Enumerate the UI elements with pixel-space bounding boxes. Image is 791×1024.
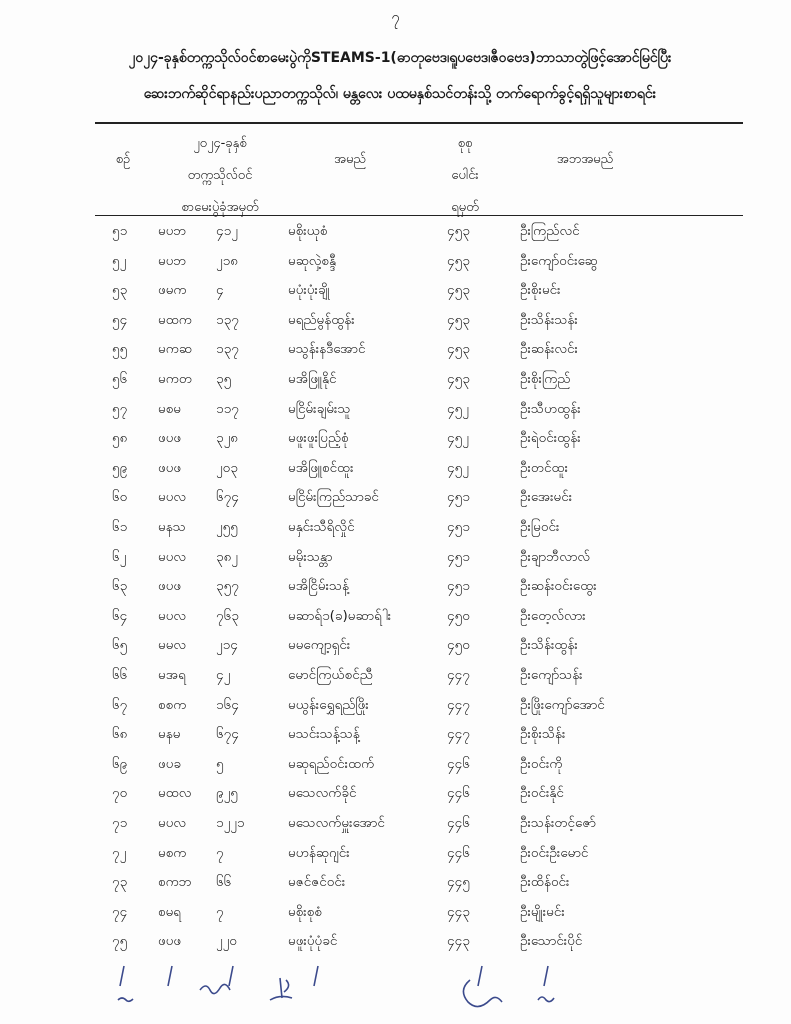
total-score: ၄၄၆	[447, 815, 470, 831]
student-name: မရည်မွန်ထွန်း	[288, 311, 355, 328]
student-name: မသင်းသန့်သန့်	[288, 726, 360, 743]
student-name: မအိငြိမ်းသန့်	[288, 578, 350, 595]
total-score: ၄၄၆	[447, 785, 470, 802]
row-number: ၇၂	[112, 844, 127, 861]
exam-prefix: ဖပဖ	[158, 459, 182, 476]
header-exam-no	[150, 128, 290, 224]
exam-prefix: စကဘ	[158, 874, 192, 891]
exam-number: ၃၈၂	[216, 548, 238, 565]
total-score: ၄၄၇	[447, 667, 470, 683]
total-score: ၄၅၃	[447, 282, 470, 299]
exam-prefix: မပလ	[158, 548, 187, 565]
row-number: ၆၄	[112, 607, 128, 624]
total-score: ၄၄၇	[447, 726, 470, 743]
father-name: ဦးစိုးကြည်	[520, 371, 571, 387]
student-name: မဟန်ဆုဂျင်း	[288, 844, 350, 861]
total-score: ၄၅၂	[447, 459, 469, 476]
initial-mark	[538, 997, 554, 1002]
exam-number: ၁၂၂၁	[216, 815, 245, 831]
exam-prefix: မနမ	[158, 726, 181, 743]
table-row	[0, 814, 791, 844]
exam-prefix: မစမ	[158, 400, 182, 417]
student-name: မမိုးသန္တာ	[288, 548, 333, 565]
father-name: ဦးထိန်ဝင်း	[520, 874, 570, 891]
table-row	[0, 696, 791, 726]
exam-prefix: မပဘ	[158, 223, 187, 239]
exam-prefix: ဖပခ	[158, 755, 182, 772]
exam-number: ၅	[216, 755, 224, 772]
exam-number: ၂၂၀	[216, 933, 237, 950]
father-name: ဦးတင်ထူး	[520, 459, 569, 476]
student-name: မနှင်းသီရိလှိုင်	[288, 519, 355, 535]
document-title	[60, 40, 740, 112]
row-number: ၅၆	[112, 371, 128, 387]
table-row	[0, 488, 791, 518]
table-row	[0, 518, 791, 548]
exam-number: ၇	[216, 844, 224, 861]
student-name: မဆုရည်ဝင်းထက်	[288, 755, 375, 772]
table-row	[0, 725, 791, 755]
student-name: မသွန်းနဒီအောင်	[288, 341, 366, 358]
table-row	[0, 429, 791, 459]
exam-prefix: မကတ	[158, 371, 193, 387]
exam-prefix: ဖပဖ	[158, 430, 182, 447]
row-number: ၅၄	[112, 311, 128, 328]
student-name: မမကျော့ရှင်း	[288, 637, 351, 654]
exam-prefix: ဖပဖ	[158, 578, 182, 595]
exam-prefix: စစက	[158, 696, 187, 713]
title-line-1: ၂၀၂၄-ခုနှစ်တက္ကသိုလ်ဝင်စာမေးပွဲကိုSTEAMS-1(ဓာတုဗေဒ၊ရူပဗေဒ၊ဇီဝဗေဒ)ဘာသာတွဲဖြင့်အောင်မြင်ပြီး	[128, 50, 672, 66]
check-mark	[314, 966, 318, 986]
student-name: မစိုးယုစံ	[288, 223, 328, 239]
student-name: မပုံးပုံးချို	[288, 282, 330, 299]
exam-number: ၄	[216, 282, 224, 299]
header-name: အမည်	[334, 152, 366, 167]
row-number: ၇၀	[112, 785, 128, 802]
table-row	[0, 548, 791, 578]
title-line-2: ဆေးဘက်ဆိုင်ရာနည်းပညာတက္ကသိုလ်၊ မန္တလေး ပထမနှစ်သင်တန်းသို့ တက်ရောက်ခွင့်ရရှိသူများစာရင်း	[143, 86, 657, 102]
check-mark	[168, 966, 172, 986]
table-row	[0, 903, 791, 933]
father-name: ဦးသိန်းသန်း	[520, 311, 578, 328]
father-name: ဦးစိုးသိန်း	[520, 726, 566, 743]
table-row	[0, 873, 791, 903]
exam-number: ၉၂၅	[216, 785, 238, 802]
exam-number: ၁၃၇	[216, 311, 239, 328]
exam-prefix: စမရ	[158, 903, 182, 920]
table-row	[0, 459, 791, 489]
father-name: ဦးဝင်းကို	[520, 755, 563, 772]
exam-prefix: မပဘ	[158, 252, 187, 269]
row-number: ၆၈	[112, 726, 128, 743]
header-score	[430, 128, 500, 224]
exam-number: ၁၁၇	[216, 400, 239, 417]
page-number: ၇	[391, 8, 400, 26]
total-score: ၄၅၃	[447, 371, 470, 387]
father-name: ဦးရဲဝင်းထွန်း	[520, 430, 581, 447]
father-name: ဦးအေးမင်း	[520, 489, 573, 506]
father-name: ဦးတေ့လ်လား	[520, 607, 586, 624]
exam-number: ၂၀၃	[216, 459, 238, 476]
row-number: ၅၂	[112, 252, 127, 269]
exam-number: ၄၂	[216, 667, 231, 683]
student-name: မအိဖြူစင်ထူး	[288, 459, 354, 476]
table-row	[0, 370, 791, 400]
father-name: ဦးသန်းတင့်ဇော်	[520, 815, 596, 831]
father-name: ဦးဝင်းနိုင်	[520, 785, 564, 802]
father-name: ဦးဖြိုးကျော်အောင်	[520, 696, 605, 713]
table-row	[0, 252, 791, 282]
row-number: ၆၀	[112, 489, 128, 506]
total-score: ၄၄၅	[447, 874, 470, 891]
total-score: ၄၅၀	[447, 607, 470, 624]
header-score-line1: စုစု	[457, 136, 473, 151]
check-mark	[229, 966, 233, 986]
exam-number: ၇၆၃	[216, 607, 239, 624]
exam-prefix: မအရ	[158, 667, 186, 683]
table-row	[0, 844, 791, 874]
father-name: ဦးမြဝင်း	[520, 519, 560, 535]
exam-number: ၂၁၄	[216, 637, 238, 654]
exam-number: ၂၅၅	[216, 519, 238, 535]
table-row	[0, 311, 791, 341]
initial-mark	[118, 998, 133, 1001]
father-name: ဦးဆန်းလင်း	[520, 341, 578, 358]
student-name: မသေလက်မှူးအောင်	[288, 815, 385, 831]
exam-prefix: မနသ	[158, 519, 186, 535]
row-number: ၆၆	[112, 667, 128, 683]
exam-prefix: မစက	[158, 844, 187, 861]
total-score: ၄၄၃	[447, 933, 470, 950]
student-name: မဆုလှဲ့စန္ဒီ	[288, 252, 336, 269]
total-score: ၄၅၂	[447, 430, 469, 447]
exam-prefix: မမလ	[158, 637, 187, 654]
table-row	[0, 400, 791, 430]
table-row	[0, 755, 791, 785]
father-name: ဦးချာဘီလာလ်	[520, 548, 591, 565]
table-row	[0, 281, 791, 311]
signature-scribble	[270, 978, 292, 1000]
total-score: ၄၄၆	[447, 755, 470, 772]
exam-prefix: မကဆ	[158, 341, 192, 358]
exam-number: ၁၆၄	[216, 696, 239, 713]
total-score: ၄၄၃	[447, 903, 470, 920]
exam-prefix: မပလ	[158, 607, 187, 624]
student-name: မအိဖြူနိုင်	[288, 371, 337, 387]
exam-number: ၇	[216, 903, 224, 920]
row-number: ၆၁	[112, 519, 128, 535]
header-score-line2: ပေါင်း	[451, 168, 479, 183]
exam-prefix: ဖမက	[158, 282, 187, 299]
student-name: မဖူးဖူးပြည့်စုံ	[288, 430, 349, 447]
row-number: ၅၇	[112, 400, 128, 417]
exam-prefix: ဖပဖ	[158, 933, 182, 950]
total-score: ၄၅၃	[447, 341, 470, 358]
exam-prefix: မပလ	[158, 815, 187, 831]
father-name: ဦးကျော်သန်း	[520, 667, 583, 683]
father-name: ဦးဝင်းဦးမောင်	[520, 844, 589, 861]
total-score: ၄၅၁	[447, 548, 470, 565]
father-name: ဦးသီဟထွန်း	[520, 400, 581, 417]
row-number: ၆၅	[112, 637, 128, 654]
total-score: ၄၅၂	[447, 400, 469, 417]
exam-number: ၄၁၂	[216, 223, 238, 239]
exam-number: ၃၅	[216, 371, 232, 387]
student-name: မငြိမ်းကြည်သာခင်	[288, 489, 379, 506]
father-name: ဦးကြည်လင်	[520, 223, 580, 239]
exam-number: ၂၁၈	[216, 252, 238, 269]
table-row	[0, 784, 791, 814]
student-name: မောင်ကြယ်စင်ညီ	[288, 667, 373, 683]
row-number: ၆၂	[112, 548, 127, 565]
father-name: ဦးဆန်းဝင်းထွေး	[520, 578, 597, 595]
exam-number: ၁၃၇	[216, 341, 239, 358]
exam-number: ၆၆	[216, 874, 232, 891]
row-number: ၅၈	[112, 430, 128, 447]
student-name: မစိုးစုစံ	[288, 903, 322, 920]
student-name: မငြိမ်းချမ်းသူ	[288, 400, 351, 417]
row-number: ၆၉	[112, 755, 128, 772]
exam-number: ၆၇၄	[216, 726, 239, 743]
father-name: ဦးသောင်းပိုင်	[520, 933, 583, 950]
exam-number: ၆၇၄	[216, 489, 239, 506]
student-name: မဖူးပုံပုံခင်	[288, 933, 338, 950]
father-name: ဦးစိုးမင်း	[520, 282, 561, 299]
header-exam-line2: တက္ကသိုလ်ဝင်	[187, 168, 253, 183]
check-mark	[120, 966, 124, 986]
total-score: ၄၅၁	[447, 578, 470, 595]
total-score: ၄၅၃	[447, 311, 470, 328]
exam-number: ၃၅၇	[216, 578, 239, 595]
father-name: ဦးသိန်းထွန်း	[520, 637, 578, 654]
student-name: မဆာရ်၁(ခ)မဆာရ်ါး	[288, 607, 392, 624]
row-number: ၇၁	[112, 815, 128, 831]
row-number: ၅၉	[112, 459, 128, 476]
exam-prefix: မထလ	[158, 785, 192, 802]
table-row	[0, 340, 791, 370]
check-mark	[544, 966, 548, 986]
row-number: ၇၄	[112, 903, 128, 920]
exam-number: ၃၂၈	[216, 430, 238, 447]
total-score: ၄၅၃	[447, 223, 470, 239]
exam-prefix: မထက	[158, 311, 192, 328]
total-score: ၄၄၆	[447, 844, 470, 861]
header-score-line3: ရမှတ်	[451, 200, 479, 215]
table-row	[0, 577, 791, 607]
student-name: မသေလက်ခိုင်	[288, 785, 357, 802]
header-no: စဉ်	[115, 152, 131, 167]
table-row	[0, 222, 791, 252]
total-score: ၄၅၃	[447, 252, 470, 269]
exam-prefix: မပလ	[158, 489, 187, 506]
signature-scribble	[463, 980, 502, 1007]
row-number: ၆၇	[112, 696, 128, 713]
header-father: အဘအမည်	[556, 152, 614, 167]
check-mark	[478, 966, 482, 986]
table-top-rule	[95, 122, 743, 124]
row-number: ၅၅	[112, 341, 128, 358]
total-score: ၄၅၀	[447, 637, 470, 654]
row-number: ၆၃	[112, 578, 128, 595]
header-exam-line1: ၂၀၂၄-ခုနှစ်	[193, 136, 247, 151]
row-number: ၇၃	[112, 874, 128, 891]
table-row	[0, 666, 791, 696]
signature-marks	[0, 960, 791, 1010]
table-header-rule	[95, 215, 743, 216]
student-name: မယွန်းရွှေရည်ဖြိုး	[288, 696, 369, 713]
total-score: ၄၅၁	[447, 519, 470, 535]
total-score: ၄၄၇	[447, 696, 470, 713]
table-row	[0, 932, 791, 962]
father-name: ဦးကျော်ဝင်းဆွေ	[520, 252, 598, 269]
header-exam-line3: စာမေးပွဲခုံအမှတ်	[181, 200, 259, 215]
student-name: မဇင်ဇင်ဝင်း	[288, 874, 346, 891]
row-number: ၇၅	[112, 933, 128, 950]
table-row	[0, 607, 791, 637]
father-name: ဦးမျိုးမင်း	[520, 903, 565, 920]
row-number: ၅၃	[112, 282, 128, 299]
table-row	[0, 636, 791, 666]
row-number: ၅၁	[112, 223, 128, 239]
total-score: ၄၅၁	[447, 489, 470, 506]
signature-scribble	[200, 984, 230, 993]
